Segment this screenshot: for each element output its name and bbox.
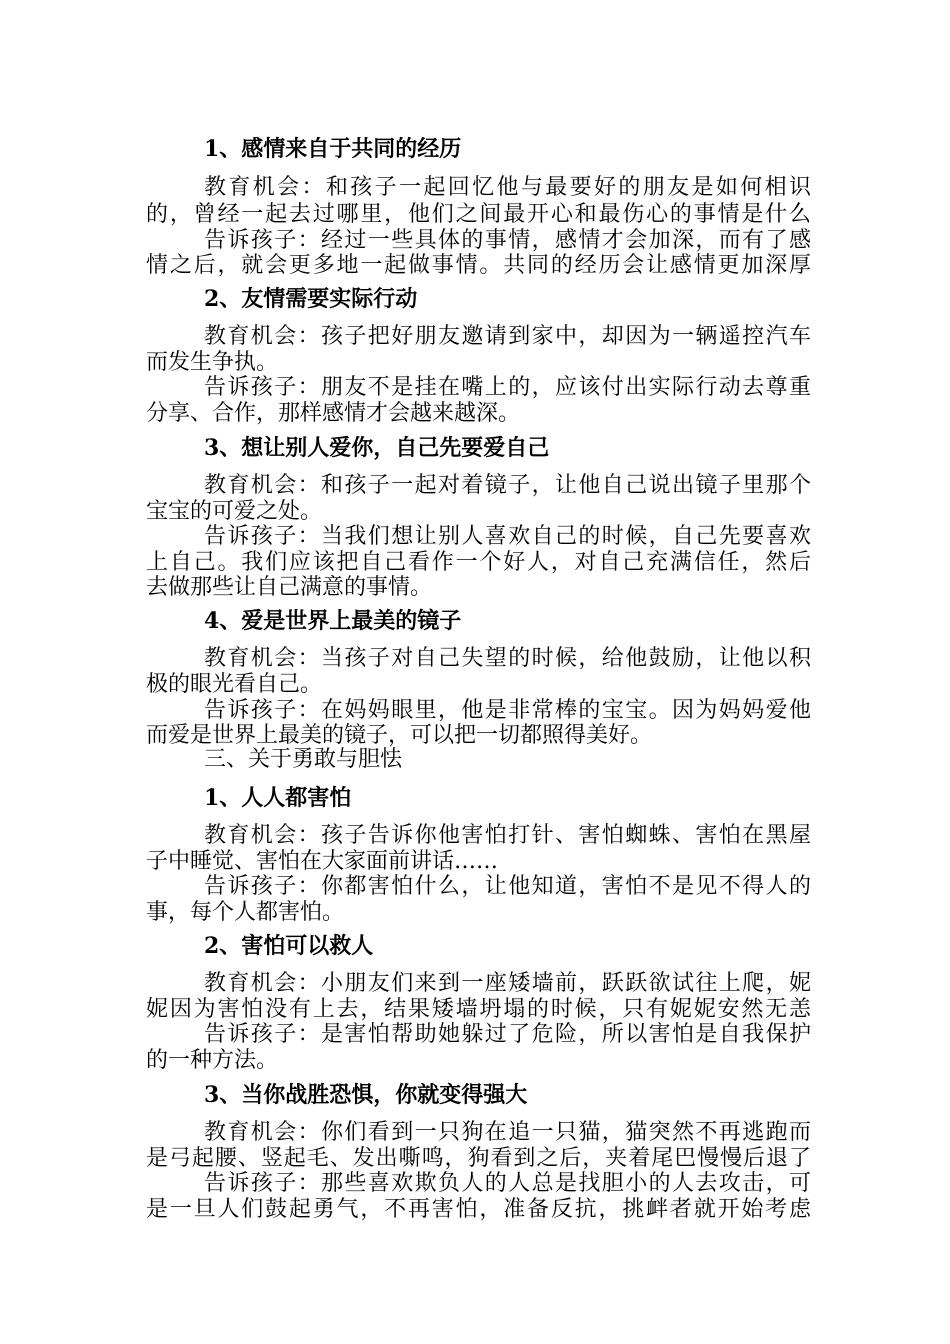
paragraph-line: 极的眼光看自己。 xyxy=(146,672,323,697)
paragraph-line: 妮因为害怕没有上去，结果矮墙坍塌的时候，只有妮妮安然无恙 xyxy=(146,997,811,1022)
paragraph-line: 告诉孩子：那些喜欢欺负人的人总是找胆小的人去攻击，可 xyxy=(204,1171,811,1196)
section-heading: 2、友情需要实际行动 xyxy=(204,286,418,312)
section-heading: 3、当你战胜恐惧，你就变得强大 xyxy=(204,1082,528,1108)
paragraph-line: 是弓起腰、竖起毛、发出嘶鸣，狗看到之后，夹着尾巴慢慢后退了 xyxy=(146,1146,811,1171)
paragraph-line: 教育机会：小朋友们来到一座矮墙前，跃跃欲试往上爬，妮 xyxy=(204,971,811,996)
paragraph-line: 情之后，就会更多地一起做事情。共同的经历会让感情更加深厚 xyxy=(146,253,811,278)
paragraph-line: 而发生争执。 xyxy=(146,350,279,375)
section-heading: 3、想让别人爱你，自己先要爱自己 xyxy=(204,435,550,461)
paragraph-line: 教育机会：你们看到一只狗在追一只猫，猫突然不再逃跑而 xyxy=(204,1120,811,1145)
paragraph-line: 教育机会：孩子告诉你他害怕打针、害怕蜘蛛、害怕在黑屋 xyxy=(204,823,811,848)
paragraph-line: 事，每个人都害怕。 xyxy=(146,900,345,925)
paragraph-line: 教育机会：孩子把好朋友邀请到家中，却因为一辆遥控汽车 xyxy=(204,324,811,349)
paragraph-line: 上自己。我们应该把自己看作一个好人，对自己充满信任，然后 xyxy=(146,550,811,575)
paragraph-line: 告诉孩子：你都害怕什么，让他知道，害怕不是见不得人的 xyxy=(204,874,811,899)
section-heading: 4、爱是世界上最美的镜子 xyxy=(204,608,462,634)
paragraph-line: 宝宝的可爱之处。 xyxy=(146,499,323,524)
paragraph-line: 告诉孩子：是害怕帮助她躲过了危险，所以害怕是自我保护 xyxy=(204,1022,811,1047)
paragraph-line: 是一旦人们鼓起勇气，不再害怕，准备反抗，挑衅者就开始考虑 xyxy=(146,1197,811,1222)
paragraph-line: 而爱是世界上最美的镜子，可以把一切都照得美好。 xyxy=(146,723,653,748)
chapter-heading: 三、关于勇敢与胆怯 xyxy=(204,747,403,772)
paragraph-line: 教育机会：当孩子对自己失望的时候，给他鼓励，让他以积 xyxy=(204,646,811,671)
paragraph-line: 告诉孩子：经过一些具体的事情，感情才会加深，而有了感 xyxy=(204,228,811,253)
paragraph-line: 教育机会：和孩子一起对着镜子，让他自己说出镜子里那个 xyxy=(204,473,811,498)
paragraph-line: 告诉孩子：朋友不是挂在嘴上的，应该付出实际行动去尊重 xyxy=(204,375,811,400)
paragraph-line: 分享、合作，那样感情才会越来越深。 xyxy=(146,401,521,426)
paragraph-line: 子中睡觉、害怕在大家面前讲话…… xyxy=(146,849,499,874)
section-heading: 1、感情来自于共同的经历 xyxy=(204,136,462,162)
paragraph-line: 的，曾经一起去过哪里，他们之间最开心和最伤心的事情是什么 xyxy=(146,202,811,227)
paragraph-line: 去做那些让自己满意的事情。 xyxy=(146,575,433,600)
paragraph-line: 教育机会：和孩子一起回忆他与最要好的朋友是如何相识 xyxy=(204,175,811,200)
paragraph-line: 告诉孩子：当我们想让别人喜欢自己的时候，自己先要喜欢 xyxy=(204,524,811,549)
paragraph-line: 的一种方法。 xyxy=(146,1048,279,1073)
section-heading: 1、人人都害怕 xyxy=(204,785,352,811)
paragraph-line: 告诉孩子：在妈妈眼里，他是非常棒的宝宝。因为妈妈爱他 xyxy=(204,698,811,723)
section-heading: 2、害怕可以救人 xyxy=(204,933,374,959)
